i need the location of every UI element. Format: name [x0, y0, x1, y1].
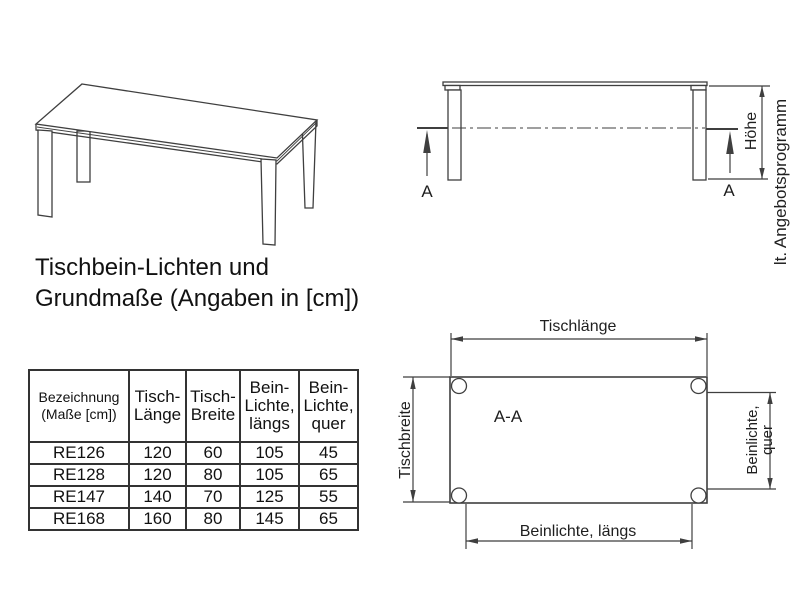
section-label-right: A [723, 181, 735, 200]
top-view-leg-top-left [452, 379, 467, 394]
elevation-tabletop [443, 82, 707, 86]
elevation-left-leg-cap [445, 86, 460, 91]
iso-leg-front-left [38, 130, 52, 217]
top-view-drawing [450, 377, 707, 503]
leg-clearance-long-label: Beinlichte, längs [519, 523, 637, 540]
table-row: RE128 120 80 105 65 [29, 464, 358, 486]
section-arrow-left [417, 128, 448, 176]
table-length-dimension [451, 333, 707, 376]
elevation-right-leg-cap [691, 86, 706, 91]
model-name: RE168 [29, 508, 129, 530]
table-row: RE147 140 70 125 55 [29, 486, 358, 508]
col-header-tischlaenge: Tisch- Länge [129, 370, 186, 442]
table-row: RE126 120 60 105 45 [29, 442, 358, 464]
table-row: RE168 160 80 145 65 [29, 508, 358, 530]
iso-leg-front-right [261, 159, 276, 245]
top-view-tabletop-outline [450, 377, 707, 503]
top-view-leg-top-right [691, 379, 706, 394]
model-name: RE147 [29, 486, 129, 508]
top-view-leg-bottom-left [452, 488, 467, 503]
iso-table-drawing [36, 84, 317, 245]
dimension-spec-table [28, 369, 359, 531]
col-header-beinlichte-quer: Bein- Lichte, quer [299, 370, 358, 442]
elevation-right-leg [693, 90, 706, 180]
height-dimension-label: Höhe [743, 111, 760, 151]
elevation-left-leg [448, 90, 461, 180]
table-length-label: Tischlänge [539, 318, 617, 335]
table-width-label: Tischbreite [397, 401, 414, 479]
model-name: RE128 [29, 464, 129, 486]
table-header-row [29, 370, 358, 442]
section-label-left: A [421, 182, 433, 201]
drawing-title [35, 252, 359, 314]
offer-program-note: lt. Angebotsprogramm [771, 98, 790, 266]
top-view-leg-bottom-right [691, 488, 706, 503]
drawing-title-line1: Tischbein-Lichten und [35, 254, 269, 281]
leg-clearance-cross-label: Beinlichte, quer [744, 405, 776, 475]
elevation-drawing [443, 82, 707, 180]
col-header-tischbreite: Tisch- Breite [186, 370, 240, 442]
section-view-name: A-A [493, 407, 523, 426]
col-header-bezeichnung: Bezeichnung (Maße [cm]) [29, 370, 129, 442]
col-header-beinlichte-laengs: Bein- Lichte, längs [240, 370, 299, 442]
iso-leg-back-left [77, 131, 90, 182]
section-arrow-right [706, 129, 738, 173]
drawing-title-line2: Grundmaße (Angaben in [cm]) [35, 285, 360, 312]
model-name: RE126 [29, 442, 129, 464]
